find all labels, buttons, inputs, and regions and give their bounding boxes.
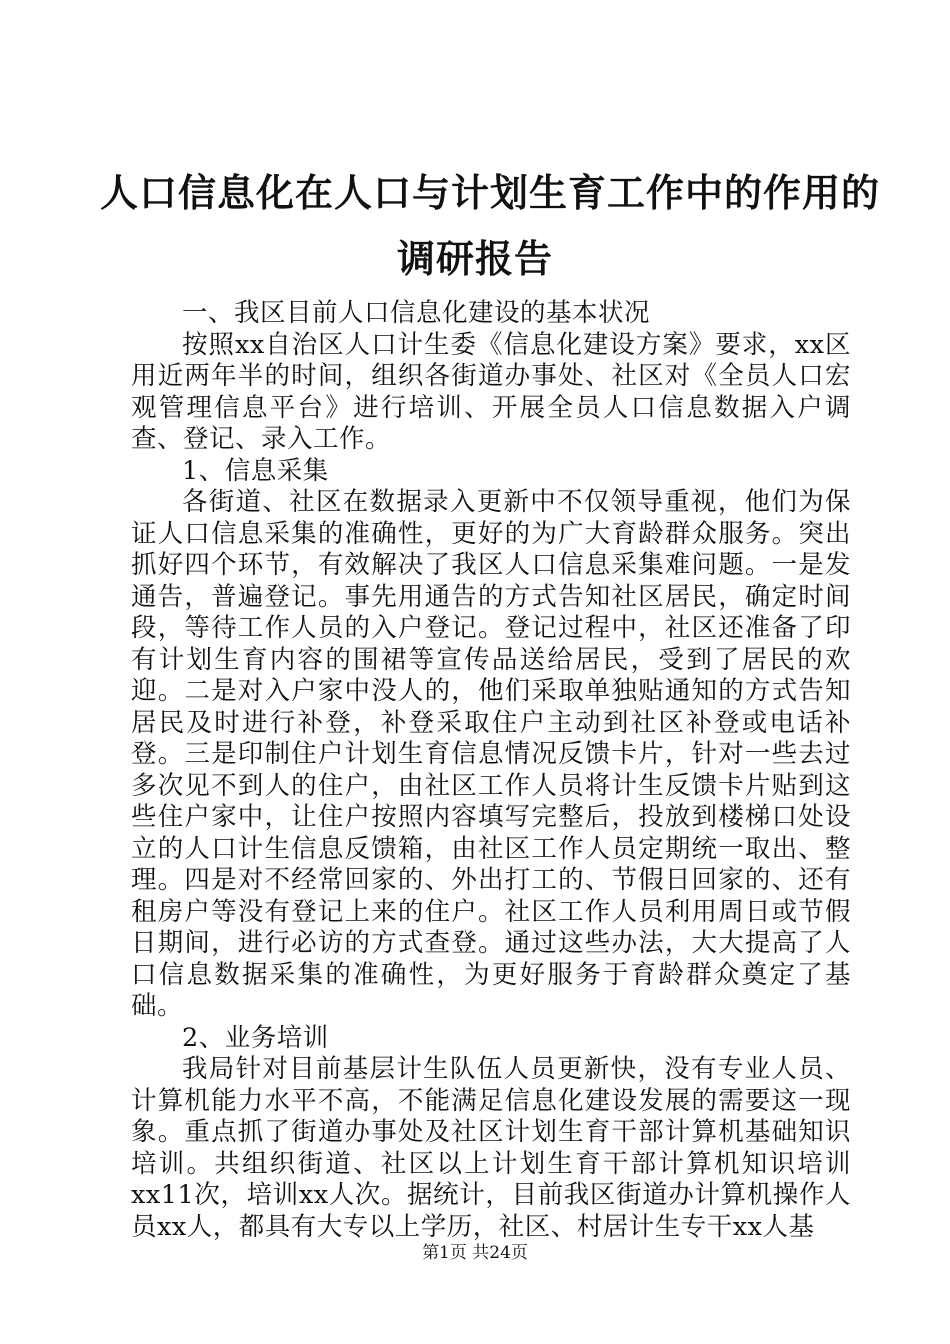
section-heading: 一、我区目前人口信息化建设的基本状况 [182, 298, 651, 328]
section-intro-paragraph: 按照xx自治区人口计生委《信息化建设方案》要求，xx区用近两年半的时间，组织各街道办事处、社区对《全员人口宏观管理信息平台》进行培训、开展全员人口信息数据入户调查、登记、录入工作。 [131, 329, 851, 454]
training-paragraph: 我局针对目前基层计生队伍人员更新快，没有专业人员、计算机能力水平不高，不能满足信息化建设发展的需要这一现象。重点抓了街道办事处及社区计划生育干部计算机基础知识培训。共组织街道、社区以上计划生育干部计算机知识培训xx11次，培训xx人次。据统计，目前我区街道办计算机操作人员xx人，都具有大专以上学历，社区、村居计生专干xx人基 [131, 1054, 851, 1242]
subsection-heading-training: 2、业务培训 [182, 1022, 329, 1053]
document-title [100, 160, 881, 292]
page-number-footer: 第1页 共24页 [422, 1243, 528, 1263]
document-body [131, 298, 851, 1243]
title-line-1: 人口信息化在人口与计划生育工作中的作用的 [100, 171, 881, 215]
title-line-2: 调研报告 [396, 237, 553, 281]
info-collection-paragraph: 各街道、社区在数据录入更新中不仅领导重视，他们为保证人口信息采集的准确性，更好的为广大育龄群众服务。突出抓好四个环节，有效解决了我区人口信息采集难问题。一是发通告，普遍登记。事先用通告的方式告知社区居民，确定时间段，等待工作人员的入户登记。登记过程中，社区还准备了印有计划生育内容的围裙等宣传品送给居民，受到了居民的欢迎。二是对入户家中没人的，他们采取单独贴通知的方式告知居民及时进行补登，补登采取住户主动到社区补登或电话补登。三是印制住户计划生育信息情况反馈卡片，针对一些去过多次见不到人的住户，由社区工作人员将计生反馈卡片贴到这些住户家中，让住户按照内容填写完整后，投放到楼梯口处设立的人口计生信息反馈箱，由社区工作人员定期统一取出、整理。四是对不经常回家的、外出打工的、节假日回家的、还有租房户等没有登记上来的住户。社区工作人员利用周日或节假日期间，进行必访的方式查登。通过这些办法，大大提高了人口信息数据采集的准确性，为更好服务于育龄群众奠定了基础。 [131, 487, 851, 1021]
subsection-heading-info-collection: 1、信息采集 [182, 455, 329, 486]
